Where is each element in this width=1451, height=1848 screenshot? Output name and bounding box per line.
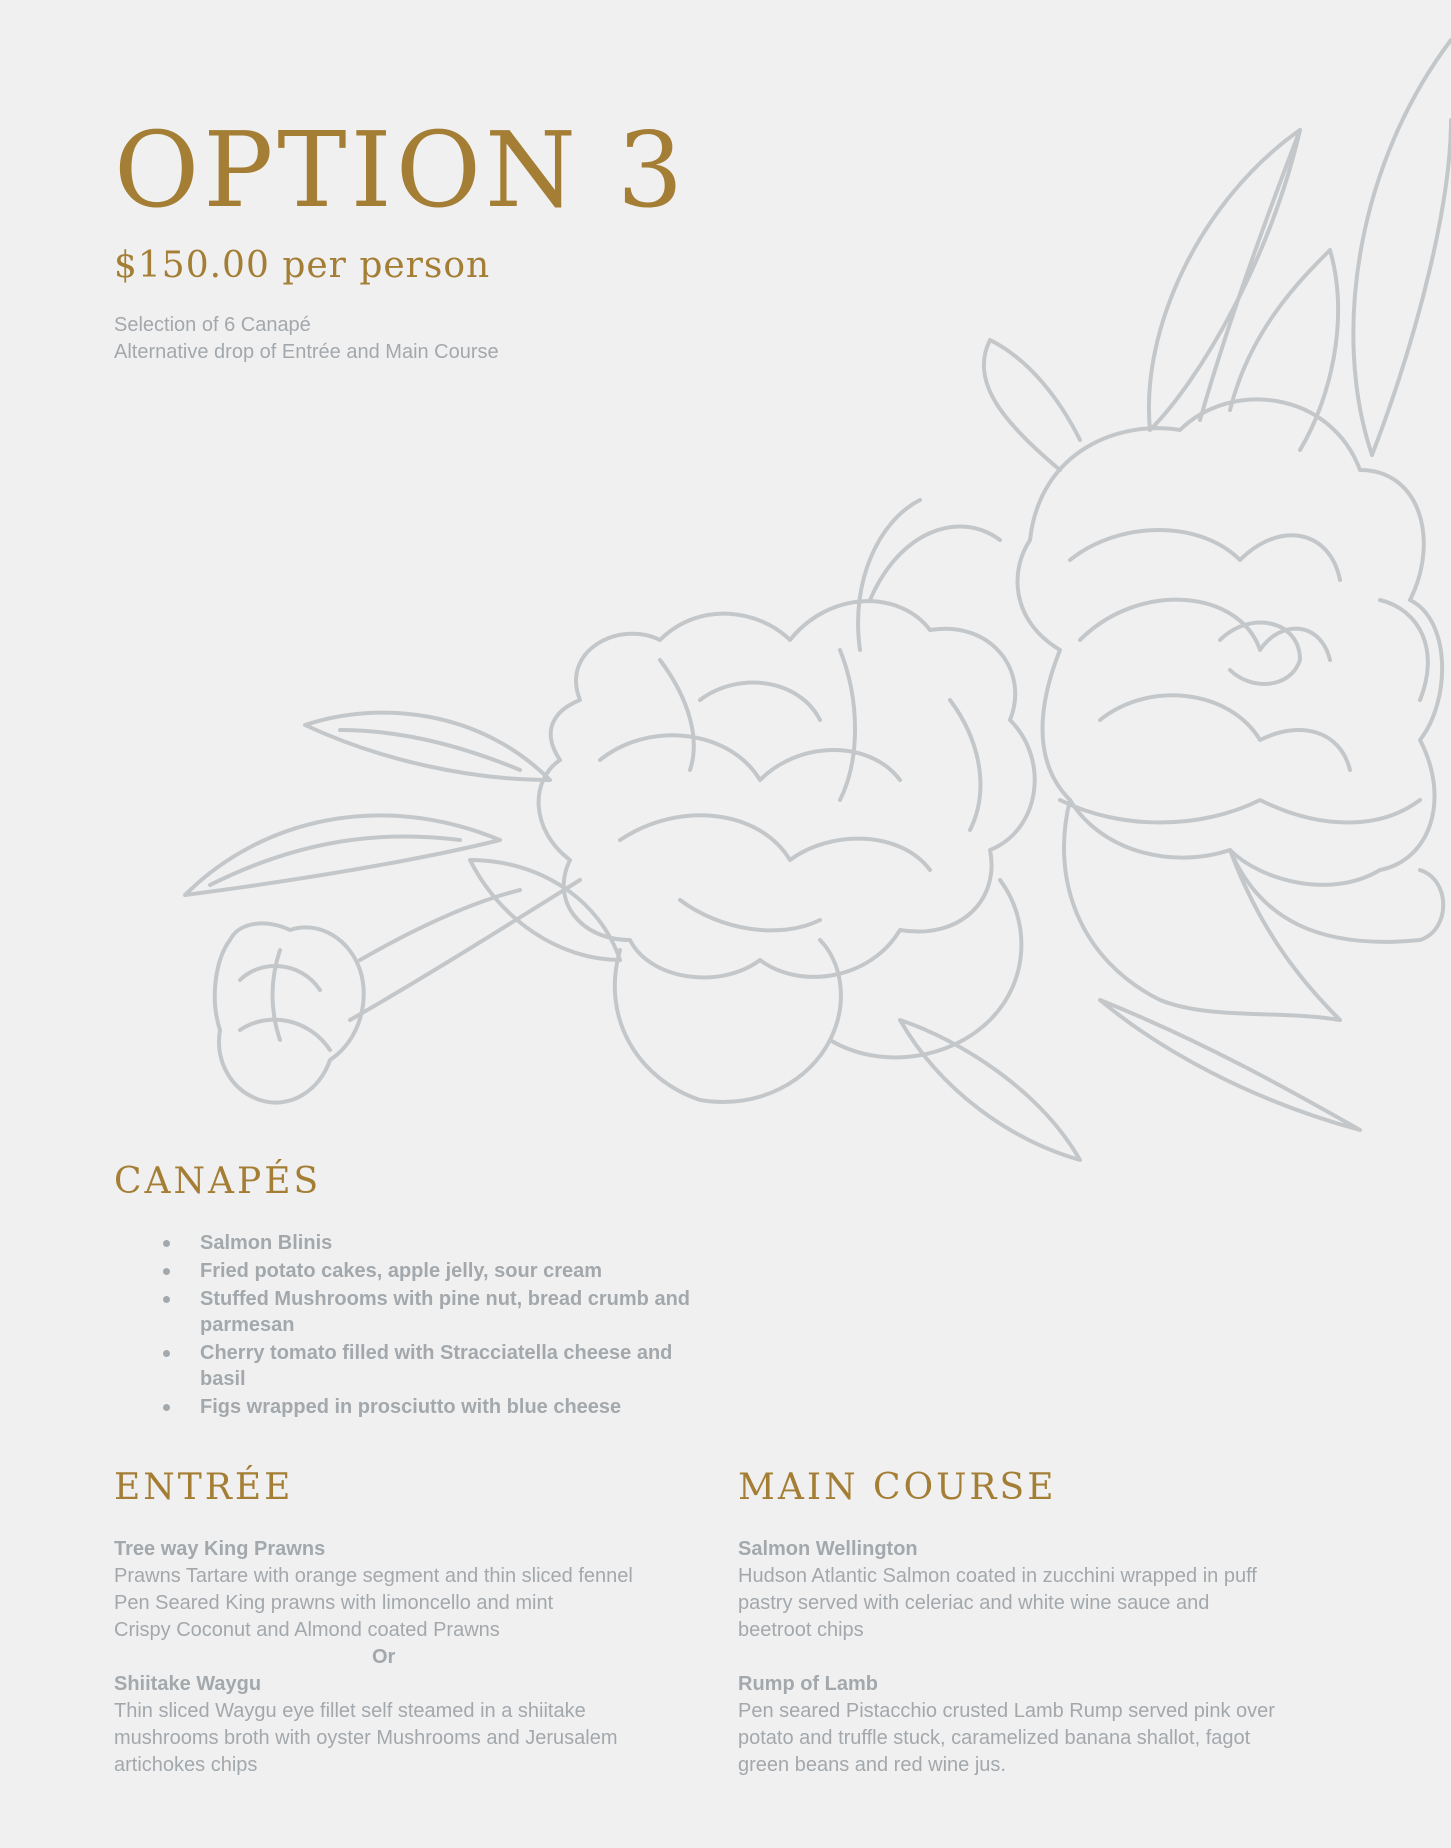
spacer [738, 1644, 1338, 1671]
canape-list [200, 1230, 720, 1422]
peony-small [215, 923, 364, 1102]
main-course-heading: MAIN COURSE [738, 1467, 1057, 1508]
or-divider: Or [372, 1646, 396, 1668]
peony-medium [539, 601, 1035, 977]
list-item: Figs wrapped in prosciutto with blue cheese [200, 1394, 720, 1420]
stem [350, 880, 580, 1020]
list-item: Stuffed Mushrooms with pine nut, bread crumb and parmesan [200, 1286, 720, 1338]
dish-description-line: Pen seared Pistacchio crusted Lamb Rump served pink over [738, 1700, 1275, 1722]
dish-description-line: mushrooms broth with oyster Mushrooms and Jerusalem [114, 1727, 618, 1749]
intro-line: Alternative drop of Entrée and Main Course [114, 341, 499, 363]
dish-description-line: beetroot chips [738, 1619, 864, 1641]
dish-description-line: Thin sliced Waygu eye fillet self steamed in a shiitake [114, 1700, 586, 1722]
page-title: OPTION 3 [114, 109, 688, 231]
dish-name: Tree way King Prawns [114, 1538, 326, 1560]
dish-name: Rump of Lamb [738, 1673, 878, 1695]
dish-description-line: Hudson Atlantic Salmon coated in zucchini wrapped in puff [738, 1565, 1257, 1587]
dish-name: Shiitake Waygu [114, 1673, 262, 1695]
entree-section [114, 1536, 714, 1779]
dish-description-line: green beans and red wine jus. [738, 1754, 1006, 1776]
dish-description-line: potato and truffle stuck, caramelized banana shallot, fagot [738, 1727, 1251, 1749]
list-item: Fried potato cakes, apple jelly, sour cream [200, 1258, 720, 1284]
dish-description-line: Prawns Tartare with orange segment and thin sliced fennel [114, 1565, 633, 1587]
dish-description-line: Pen Seared King prawns with limoncello and mint [114, 1592, 554, 1614]
main-course-section [738, 1536, 1338, 1779]
entree-heading: ENTRÉE [114, 1467, 294, 1508]
leaf-left-lower [185, 815, 500, 895]
intro-line: Selection of 6 Canapé [114, 314, 311, 336]
list-item: Salmon Blinis [200, 1230, 720, 1256]
dish-description-line: artichokes chips [114, 1754, 258, 1776]
canapes-heading: CANAPÉS [114, 1161, 322, 1202]
dish-description-line: pastry served with celeriac and white wine sauce and [738, 1592, 1210, 1614]
dish-description-line: Crispy Coconut and Almond coated Prawns [114, 1619, 500, 1641]
price-per-person: $150.00 per person [114, 245, 491, 286]
leaf-tall-left [1149, 130, 1300, 430]
intro-text [114, 312, 499, 366]
list-item: Cherry tomato filled with Stracciatella cheese and basil [200, 1340, 720, 1392]
leaf-left-upper [305, 713, 550, 780]
dish-name: Salmon Wellington [738, 1538, 918, 1560]
